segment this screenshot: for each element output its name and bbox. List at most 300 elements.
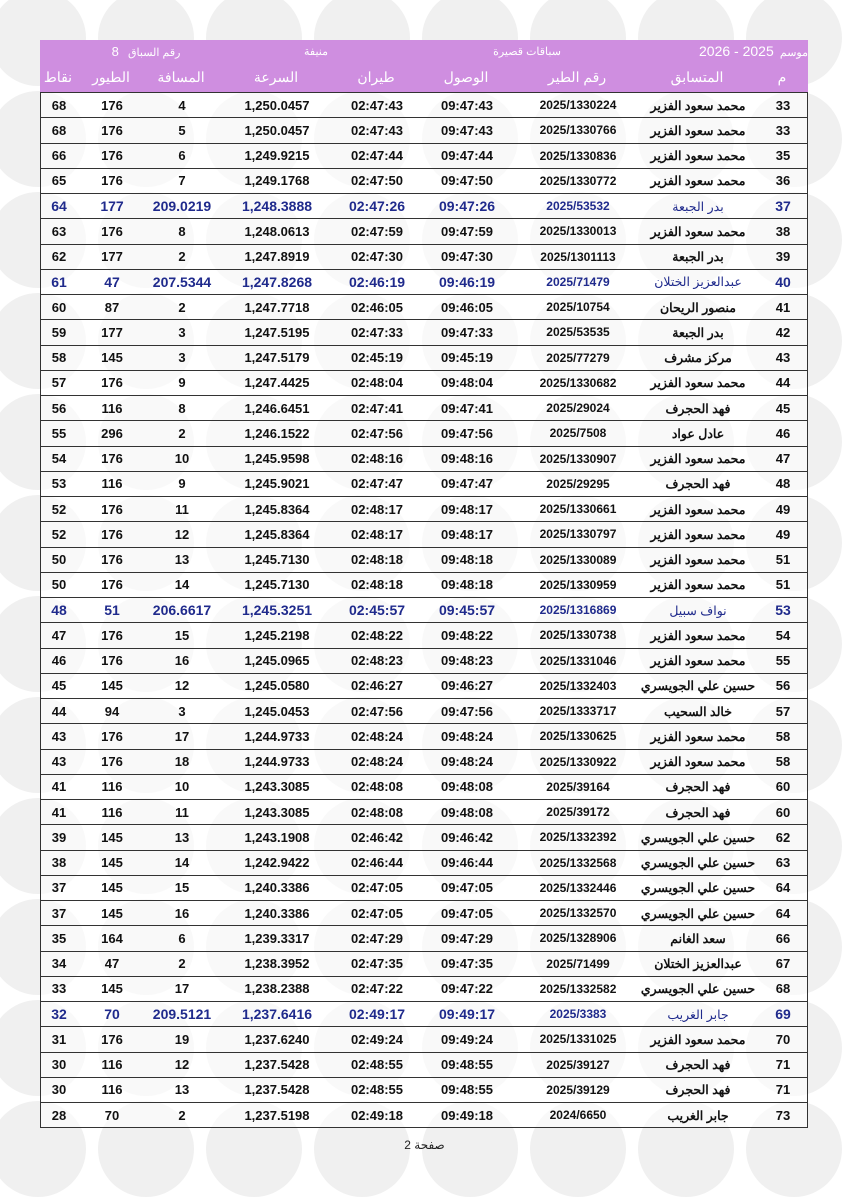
table-row [40, 875, 808, 901]
cell-birds: 296 [101, 425, 123, 441]
cell-rank: 38 [775, 223, 791, 239]
cell-flight: 02:47:05 [350, 905, 404, 921]
cell-rank: 51 [775, 552, 791, 568]
cell-speed: 1,237.5428 [244, 1057, 310, 1073]
cell-speed: 1,245.9598 [244, 451, 310, 467]
cell-points: 46 [51, 653, 67, 669]
cell-arrival: 09:47:41 [440, 400, 494, 416]
cell-rank: 60 [775, 804, 791, 820]
cell-flight: 02:46:44 [350, 855, 404, 871]
cell-arrival: 09:48:17 [440, 501, 494, 517]
results-table [40, 40, 808, 1128]
cell-birds: 145 [101, 855, 123, 871]
cell-ring: 2025/1330959 [539, 577, 617, 592]
cell-name: محمد سعود الفزير [650, 628, 746, 643]
table-row [40, 370, 808, 396]
cell-birds: 145 [101, 880, 123, 896]
table-row [40, 850, 808, 876]
cell-points: 65 [51, 173, 67, 189]
cell-arrival: 09:47:30 [440, 249, 494, 265]
cell-flight: 02:47:35 [350, 956, 404, 972]
col-rank: م [777, 68, 787, 85]
table-row [40, 244, 808, 270]
cell-name: محمد سعود الفزير [650, 729, 746, 744]
cell-rank: 42 [775, 324, 791, 340]
table-row [40, 673, 808, 699]
cell-speed: 1,237.6240 [244, 1031, 310, 1047]
cell-ring: 2025/1332568 [539, 855, 617, 870]
cell-speed: 1,250.0457 [244, 97, 310, 113]
cell-points: 68 [51, 97, 67, 113]
cell-ring: 2025/1330836 [539, 148, 617, 163]
cell-speed: 1,248.3888 [241, 198, 313, 215]
cell-ring: 2025/71479 [546, 274, 610, 289]
table-row [40, 1026, 808, 1052]
cell-points: 45 [51, 678, 67, 694]
cell-name: عادل عواد [671, 426, 725, 441]
cell-arrival: 09:47:29 [440, 930, 494, 946]
cell-flight: 02:47:56 [350, 703, 404, 719]
cell-distance: 14 [174, 577, 190, 593]
cell-points: 32 [51, 1006, 67, 1023]
cell-points: 43 [51, 728, 67, 744]
col-arrival: الوصول [443, 68, 489, 85]
cell-birds: 176 [101, 223, 123, 239]
cell-arrival: 09:48:16 [440, 451, 494, 467]
table-row [40, 622, 808, 648]
cell-ring: 2025/29024 [546, 401, 610, 416]
cell-arrival: 09:46:05 [440, 299, 494, 315]
cell-birds: 145 [101, 981, 123, 997]
table-header [40, 40, 808, 92]
cell-points: 30 [51, 1082, 67, 1098]
cell-points: 41 [51, 804, 67, 820]
cell-distance: 209.5121 [152, 1006, 212, 1023]
cell-birds: 70 [104, 1006, 120, 1023]
cell-birds: 145 [101, 350, 123, 366]
cell-speed: 1,246.1522 [244, 425, 310, 441]
cell-ring: 2025/7508 [549, 426, 607, 441]
cell-flight: 02:46:42 [350, 829, 404, 845]
cell-name: سعد الغانم [670, 931, 726, 946]
cell-flight: 02:47:50 [350, 173, 404, 189]
col-name: المتسابق [670, 68, 724, 85]
cell-rank: 39 [775, 249, 791, 265]
cell-name: نواف سبيل [669, 603, 727, 618]
cell-arrival: 09:47:47 [440, 476, 494, 492]
table-row [40, 319, 808, 345]
cell-birds: 176 [101, 754, 123, 770]
cell-ring: 2025/1331025 [539, 1032, 617, 1047]
cell-speed: 1,244.9733 [244, 728, 310, 744]
cell-flight: 02:48:55 [350, 1057, 404, 1073]
cell-points: 47 [51, 627, 67, 643]
cell-arrival: 09:48:17 [440, 526, 494, 542]
cell-flight: 02:48:17 [350, 526, 404, 542]
cell-flight: 02:47:33 [350, 324, 404, 340]
cell-flight: 02:47:56 [350, 425, 404, 441]
cell-birds: 145 [101, 678, 123, 694]
cell-ring: 2025/1332392 [539, 830, 617, 845]
table-row [40, 925, 808, 951]
cell-flight: 02:46:19 [348, 273, 406, 290]
cell-birds: 177 [101, 324, 123, 340]
cell-points: 33 [51, 981, 67, 997]
cell-ring: 2025/1330738 [539, 628, 617, 643]
cell-birds: 47 [104, 273, 120, 290]
cell-speed: 1,240.3386 [244, 905, 310, 921]
cell-ring: 2025/1316869 [539, 603, 617, 618]
cell-speed: 1,247.7718 [244, 299, 310, 315]
cell-ring: 2025/1330224 [539, 98, 617, 113]
cell-distance: 12 [174, 1057, 190, 1073]
cell-flight: 02:47:30 [350, 249, 404, 265]
cell-flight: 02:47:29 [350, 930, 404, 946]
cell-distance: 8 [178, 400, 186, 416]
cell-rank: 48 [775, 476, 791, 492]
cell-rank: 36 [775, 173, 791, 189]
cell-rank: 69 [775, 1006, 791, 1023]
cell-distance: 12 [174, 526, 190, 542]
cell-speed: 1,249.1768 [244, 173, 310, 189]
cell-distance: 13 [174, 552, 190, 568]
cell-name: محمد سعود الفزير [650, 224, 746, 239]
cell-arrival: 09:47:43 [440, 97, 494, 113]
cell-distance: 14 [174, 855, 190, 871]
cell-name: محمد سعود الفزير [650, 123, 746, 138]
table-row [40, 269, 808, 295]
cell-distance: 206.6617 [152, 602, 212, 619]
cell-name: حسين علي الجويسري [640, 982, 756, 997]
cell-points: 61 [51, 273, 67, 290]
table-row [40, 471, 808, 497]
cell-birds: 116 [101, 1057, 123, 1073]
cell-points: 53 [51, 476, 67, 492]
cell-name: جابر الغريب [667, 1007, 729, 1022]
cell-birds: 176 [101, 451, 123, 467]
cell-distance: 207.5344 [152, 273, 212, 290]
cell-arrival: 09:48:04 [440, 375, 494, 391]
cell-birds: 176 [101, 375, 123, 391]
cell-ring: 2025/1333717 [539, 704, 617, 719]
table-row [40, 698, 808, 724]
cell-rank: 60 [775, 779, 791, 795]
cell-distance: 13 [174, 1082, 190, 1098]
cell-flight: 02:48:16 [350, 451, 404, 467]
cell-rank: 37 [775, 198, 791, 215]
cell-rank: 53 [775, 602, 791, 619]
cell-flight: 02:48:04 [350, 375, 404, 391]
table-row [40, 597, 808, 623]
cell-flight: 02:48:18 [350, 552, 404, 568]
page-number: صفحة 2 [404, 1138, 445, 1152]
cell-ring: 2025/1328906 [539, 931, 617, 946]
cell-points: 68 [51, 122, 67, 138]
table-row [40, 496, 808, 522]
cell-points: 48 [51, 602, 67, 619]
cell-name: خالد السحيب [664, 704, 732, 719]
cell-speed: 1,247.5195 [244, 324, 310, 340]
cell-birds: 164 [101, 930, 123, 946]
col-distance: المسافة [157, 68, 205, 85]
cell-arrival: 09:48:18 [440, 577, 494, 593]
cell-speed: 1,247.8919 [244, 249, 310, 265]
cell-distance: 19 [174, 1031, 190, 1047]
cell-points: 30 [51, 1057, 67, 1073]
cell-birds: 176 [101, 526, 123, 542]
cell-points: 60 [51, 299, 67, 315]
cell-speed: 1,248.0613 [244, 223, 310, 239]
cell-speed: 1,245.0580 [244, 678, 310, 694]
cell-name: فهد الحجرف [665, 1058, 731, 1073]
cell-distance: 2 [178, 249, 186, 265]
cell-arrival: 09:47:05 [440, 880, 494, 896]
cell-arrival: 09:47:43 [440, 122, 494, 138]
cell-flight: 02:48:24 [350, 754, 404, 770]
cell-ring: 2025/1332570 [539, 906, 617, 921]
cell-rank: 57 [775, 703, 791, 719]
col-points: نقاط [43, 68, 73, 85]
cell-ring: 2025/29295 [546, 476, 610, 491]
cell-name: محمد سعود الفزير [650, 755, 746, 770]
cell-points: 66 [51, 148, 67, 164]
cell-rank: 63 [775, 855, 791, 871]
table-row [40, 395, 808, 421]
cell-speed: 1,245.2198 [244, 627, 310, 643]
cell-distance: 15 [174, 627, 190, 643]
cell-rank: 49 [775, 501, 791, 517]
cell-birds: 116 [101, 804, 123, 820]
cell-birds: 116 [101, 476, 123, 492]
cell-speed: 1,238.3952 [244, 956, 310, 972]
cell-ring: 2025/1332582 [539, 981, 617, 996]
cell-birds: 176 [101, 97, 123, 113]
cell-rank: 33 [775, 122, 791, 138]
cell-arrival: 09:46:42 [440, 829, 494, 845]
cell-rank: 73 [775, 1107, 791, 1123]
cell-speed: 1,245.0965 [244, 653, 310, 669]
cell-birds: 176 [101, 653, 123, 669]
cell-ring: 2025/1330772 [539, 173, 617, 188]
cell-distance: 209.0219 [152, 198, 212, 215]
cell-speed: 1,245.8364 [244, 526, 310, 542]
cell-name: فهد الحجرف [665, 477, 731, 492]
table-row [40, 446, 808, 472]
cell-ring: 2025/1331046 [539, 653, 617, 668]
cell-arrival: 09:45:19 [440, 350, 494, 366]
cell-rank: 67 [775, 956, 791, 972]
cell-rank: 55 [775, 653, 791, 669]
cell-distance: 2 [178, 299, 186, 315]
cell-name: حسين علي الجويسري [640, 906, 756, 921]
cell-arrival: 09:46:19 [438, 273, 496, 290]
cell-name: محمد سعود الفزير [650, 527, 746, 542]
cell-name: فهد الحجرف [665, 805, 731, 820]
cell-points: 38 [51, 855, 67, 871]
cell-arrival: 09:46:44 [440, 855, 494, 871]
cell-name: حسين علي الجويسري [640, 679, 756, 694]
cell-distance: 6 [178, 148, 186, 164]
cell-name: محمد سعود الفزير [650, 502, 746, 517]
table-row [40, 648, 808, 674]
cell-distance: 16 [174, 653, 190, 669]
cell-arrival: 09:49:17 [438, 1006, 496, 1023]
table-row [40, 1001, 808, 1027]
table-row [40, 1077, 808, 1103]
cell-name: محمد سعود الفزير [650, 98, 746, 113]
cell-name: محمد سعود الفزير [650, 149, 746, 164]
cell-ring: 2025/77279 [546, 350, 610, 365]
cell-arrival: 09:47:44 [440, 148, 494, 164]
cell-distance: 3 [178, 324, 186, 340]
race-location: منيفة [304, 45, 328, 58]
table-row [40, 117, 808, 143]
cell-name: حسين علي الجويسري [640, 881, 756, 896]
cell-points: 34 [51, 956, 67, 972]
cell-birds: 145 [101, 829, 123, 845]
cell-arrival: 09:48:08 [440, 779, 494, 795]
cell-distance: 2 [178, 1107, 186, 1123]
table-row [40, 143, 808, 169]
table-row [40, 749, 808, 775]
cell-rank: 56 [775, 678, 791, 694]
cell-flight: 02:47:05 [350, 880, 404, 896]
cell-flight: 02:48:08 [350, 779, 404, 795]
cell-ring: 2025/1330922 [539, 754, 617, 769]
cell-distance: 2 [178, 956, 186, 972]
cell-arrival: 09:48:22 [440, 627, 494, 643]
cell-speed: 1,245.3251 [241, 602, 313, 619]
cell-distance: 8 [178, 223, 186, 239]
table-row [40, 799, 808, 825]
cell-flight: 02:48:24 [350, 728, 404, 744]
cell-flight: 02:46:27 [350, 678, 404, 694]
cell-points: 59 [51, 324, 67, 340]
cell-distance: 17 [174, 728, 190, 744]
cell-distance: 7 [178, 173, 186, 189]
cell-name: محمد سعود الفزير [650, 654, 746, 669]
season: 2026 - 2025 موسم [699, 43, 808, 59]
cell-ring: 2025/1330682 [539, 375, 617, 390]
cell-rank: 58 [775, 728, 791, 744]
table-row [40, 168, 808, 194]
table-row [40, 824, 808, 850]
cell-arrival: 09:49:18 [440, 1107, 494, 1123]
cell-flight: 02:48:17 [350, 501, 404, 517]
cell-birds: 176 [101, 552, 123, 568]
cell-distance: 10 [174, 451, 190, 467]
table-row [40, 294, 808, 320]
cell-name: عبدالعزيز الختلان [654, 957, 742, 972]
cell-arrival: 09:47:22 [440, 981, 494, 997]
cell-arrival: 09:45:57 [438, 602, 496, 619]
cell-flight: 02:49:17 [348, 1006, 406, 1023]
cell-points: 43 [51, 754, 67, 770]
cell-rank: 68 [775, 981, 791, 997]
cell-name: حسين علي الجويسري [640, 830, 756, 845]
cell-distance: 13 [174, 829, 190, 845]
cell-birds: 176 [101, 122, 123, 138]
cell-points: 37 [51, 905, 67, 921]
table-row [40, 521, 808, 547]
cell-speed: 1,247.5179 [244, 350, 310, 366]
cell-distance: 4 [178, 97, 186, 113]
cell-flight: 02:48:22 [350, 627, 404, 643]
cell-birds: 51 [104, 602, 120, 619]
cell-speed: 1,245.9021 [244, 476, 310, 492]
cell-name: محمد سعود الفزير [650, 452, 746, 467]
cell-ring: 2025/1330013 [539, 224, 617, 239]
cell-arrival: 09:47:50 [440, 173, 494, 189]
cell-flight: 02:47:41 [350, 400, 404, 416]
cell-points: 56 [51, 400, 67, 416]
column-headers [40, 62, 808, 92]
cell-ring: 2025/1330766 [539, 123, 617, 138]
cell-name: بدر الجبعة [672, 325, 724, 340]
cell-ring: 2025/1330661 [539, 502, 617, 517]
cell-flight: 02:47:43 [350, 122, 404, 138]
cell-birds: 176 [101, 1031, 123, 1047]
cell-speed: 1,237.5198 [244, 1107, 310, 1123]
cell-name: منصور الريحان [660, 300, 736, 315]
cell-speed: 1,246.6451 [244, 400, 310, 416]
cell-rank: 51 [775, 577, 791, 593]
cell-flight: 02:47:43 [350, 97, 404, 113]
cell-rank: 40 [775, 273, 791, 290]
cell-arrival: 09:46:27 [440, 678, 494, 694]
cell-distance: 18 [174, 754, 190, 770]
cell-speed: 1,240.3386 [244, 880, 310, 896]
cell-speed: 1,245.8364 [244, 501, 310, 517]
cell-points: 64 [51, 198, 67, 215]
cell-points: 50 [51, 577, 67, 593]
table-row [40, 1052, 808, 1078]
cell-ring: 2025/3383 [549, 1007, 607, 1022]
cell-ring: 2025/1330089 [539, 552, 617, 567]
cell-birds: 87 [104, 299, 120, 315]
cell-name: محمد سعود الفزير [650, 553, 746, 568]
cell-speed: 1,245.0453 [244, 703, 310, 719]
cell-points: 37 [51, 880, 67, 896]
cell-points: 54 [51, 451, 67, 467]
cell-ring: 2025/39172 [546, 805, 610, 820]
table-row [40, 774, 808, 800]
cell-distance: 11 [175, 804, 189, 820]
cell-ring: 2025/1332403 [539, 678, 617, 693]
cell-distance: 16 [174, 905, 190, 921]
cell-rank: 35 [775, 148, 791, 164]
cell-speed: 1,237.6416 [241, 1006, 313, 1023]
cell-rank: 45 [775, 400, 791, 416]
table-row [40, 900, 808, 926]
cell-flight: 02:46:05 [350, 299, 404, 315]
cell-rank: 44 [775, 375, 791, 391]
cell-rank: 33 [775, 97, 791, 113]
cell-distance: 9 [178, 476, 186, 492]
cell-name: بدر الجبعة [672, 199, 724, 214]
cell-arrival: 09:48:18 [440, 552, 494, 568]
cell-name: جابر الغريب [667, 1108, 729, 1123]
cell-speed: 1,245.7130 [244, 552, 310, 568]
cell-name: فهد الحجرف [665, 401, 731, 416]
cell-ring: 2025/39164 [546, 779, 610, 794]
cell-speed: 1,247.8268 [241, 273, 313, 290]
table-row [40, 976, 808, 1002]
cell-rank: 46 [775, 425, 791, 441]
cell-birds: 176 [101, 501, 123, 517]
cell-arrival: 09:48:55 [440, 1057, 494, 1073]
cell-ring: 2025/1332446 [539, 880, 617, 895]
